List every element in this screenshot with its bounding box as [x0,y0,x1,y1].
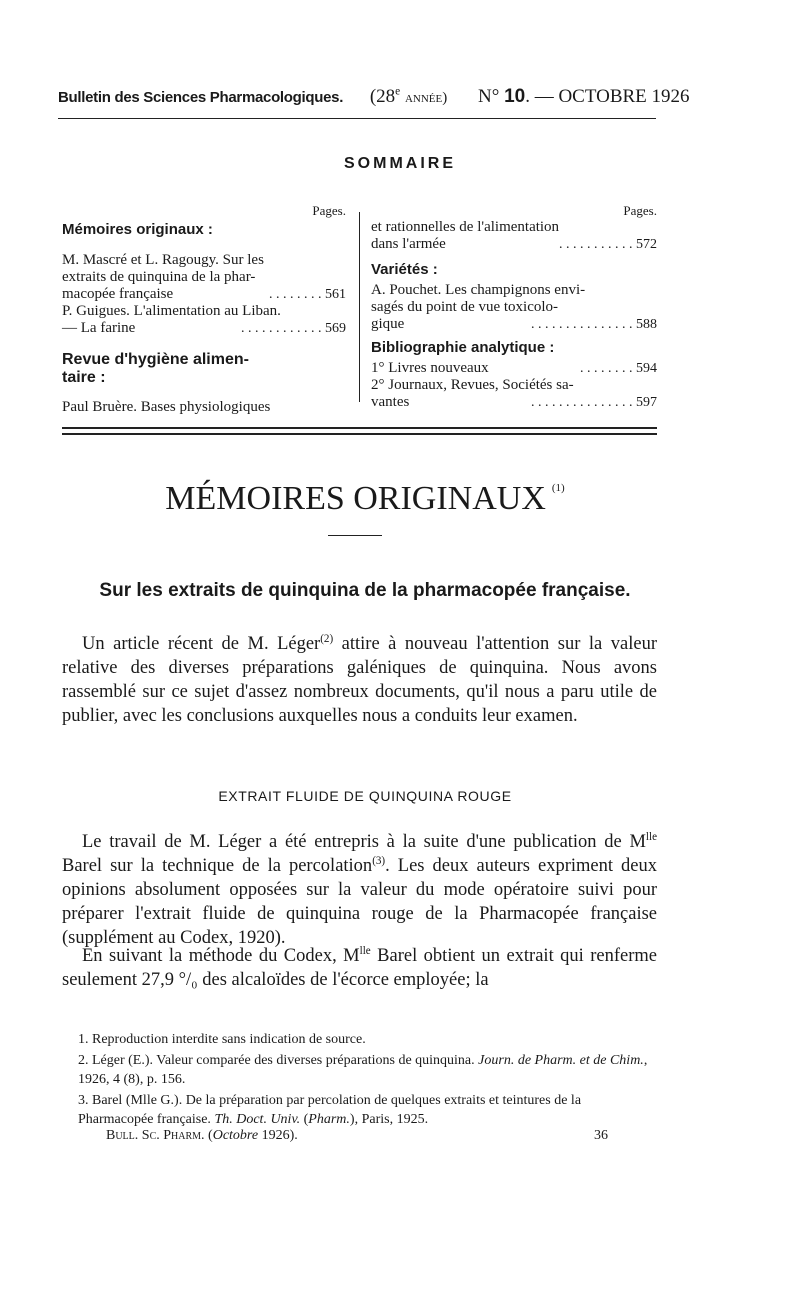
summary-entry: 1° Livres nouveaux . . . . . . . . 594 [371,360,657,376]
journal-name: Bulletin des Sciences Pharmacologiques. [58,89,344,106]
summary-right-column [371,202,657,411]
pages-label: Pages. [623,203,657,218]
summary-section-revue: Revue d'hygiène alimen- taire : [62,351,249,386]
footnotes [62,1030,657,1129]
paragraph-3: En suivant la méthode du Codex, $M^{lle}$ Barel obtient un extrait qui renferme seulement 27,9 °/₀ des alcaloïdes de l'écorce employée; la [62,944,658,990]
footnote-ref: (2) [320,632,334,645]
summary-title: SOMMAIRE [344,155,456,172]
summary-entry: P. Guigues. L'alimentation au Liban. — La farine . . . . . . . . . . . . 569 [62,303,346,336]
summary-entry: M. Mascré et L. Ragougy. Sur les extraits de quinquina de la phar- macopée française . . . . . . . . 561 [62,252,346,302]
summary-section-memoires: Mémoires originaux : [62,221,213,238]
article-title: Sur les extraits de quinquina de la pharmacopée française. [99,580,631,601]
footnote-ref: (3) [372,854,386,867]
footnote-3: 3. Barel (Mlle G.). De la préparation par percolation de quelques extraits et teintures de la Pharmacopée française. Th. Doct. Univ. (Pharm.), Paris, 1925. [78,1093,582,1127]
summary-left-column [62,202,346,416]
summary-section-varietes: Variétés : [371,261,438,278]
running-header [58,85,690,108]
pages-label: Pages. [312,203,346,218]
issue: N° 10. — OCTOBRE 1926 [477,86,690,107]
column-divider [359,212,360,402]
summary-entry: A. Pouchet. Les champignons envi- sagés du point de vue toxicolo- gique . . . . . . . . . . . . . . . 588 [371,282,657,332]
double-rule-top [62,427,657,429]
signature-number: 36 [594,1128,608,1143]
footnote-2: 2. Léger (E.). Valeur comparée des diverses préparations de quinquina. Journ. de Pharm. et de Chim., 1926, 4 (8), p. 156. [78,1053,648,1087]
section-title: MÉMOIRES ORIGINAUX $^{(1)}$ [165,480,565,517]
year: (28e année) [369,85,448,107]
footnote-ref: (1) [551,482,565,494]
footnote-1: 1. Reproduction interdite sans indication de source. [78,1032,366,1047]
double-rule-bottom [62,433,657,435]
summary-entry: Paul Bruère. Bases physiologiques [62,399,271,415]
title-rule [328,535,382,536]
footer-citation: Bull. Sc. Pharm. (Octobre 1926). [106,1128,298,1143]
summary-section-bibliographie: Bibliographie analytique : [371,339,555,356]
subheading: EXTRAIT FLUIDE DE QUINQUINA ROUGE [218,788,512,804]
summary-entry: 2° Journaux, Revues, Sociétés sa- vantes . . . . . . . . . . . . . . . 597 [371,377,657,410]
paragraph-1: Un article récent de M. Léger$^{(2)}$ attire à nouveau l'attention sur la valeur relative des diverses préparations galéniques de quinquina. Nous avons rassemblé sur ce sujet d'assez nombreux documents, qu'il nous a paru utile de publier, avec les conclusions auxquelles nous a conduits leur examen. [62,632,657,726]
summary-entry: et rationnelles de l'alimentation dans l'armée . . . . . . . . . . . 572 [371,219,657,252]
paragraph-2: Le travail de M. Léger a été entrepris à la suite d'une publication de $M^{lle}$ Barel sur la technique de la percolation$^{(3)}$. Les deux auteurs expriment deux opinions absolument opposées sur la valeur du mode opératoire suivi pour préparer l'extrait fluide de quinquina rouge de la Pharmacopée française (supplément au Codex, 1920). [62,830,657,948]
header-rule [58,118,656,119]
